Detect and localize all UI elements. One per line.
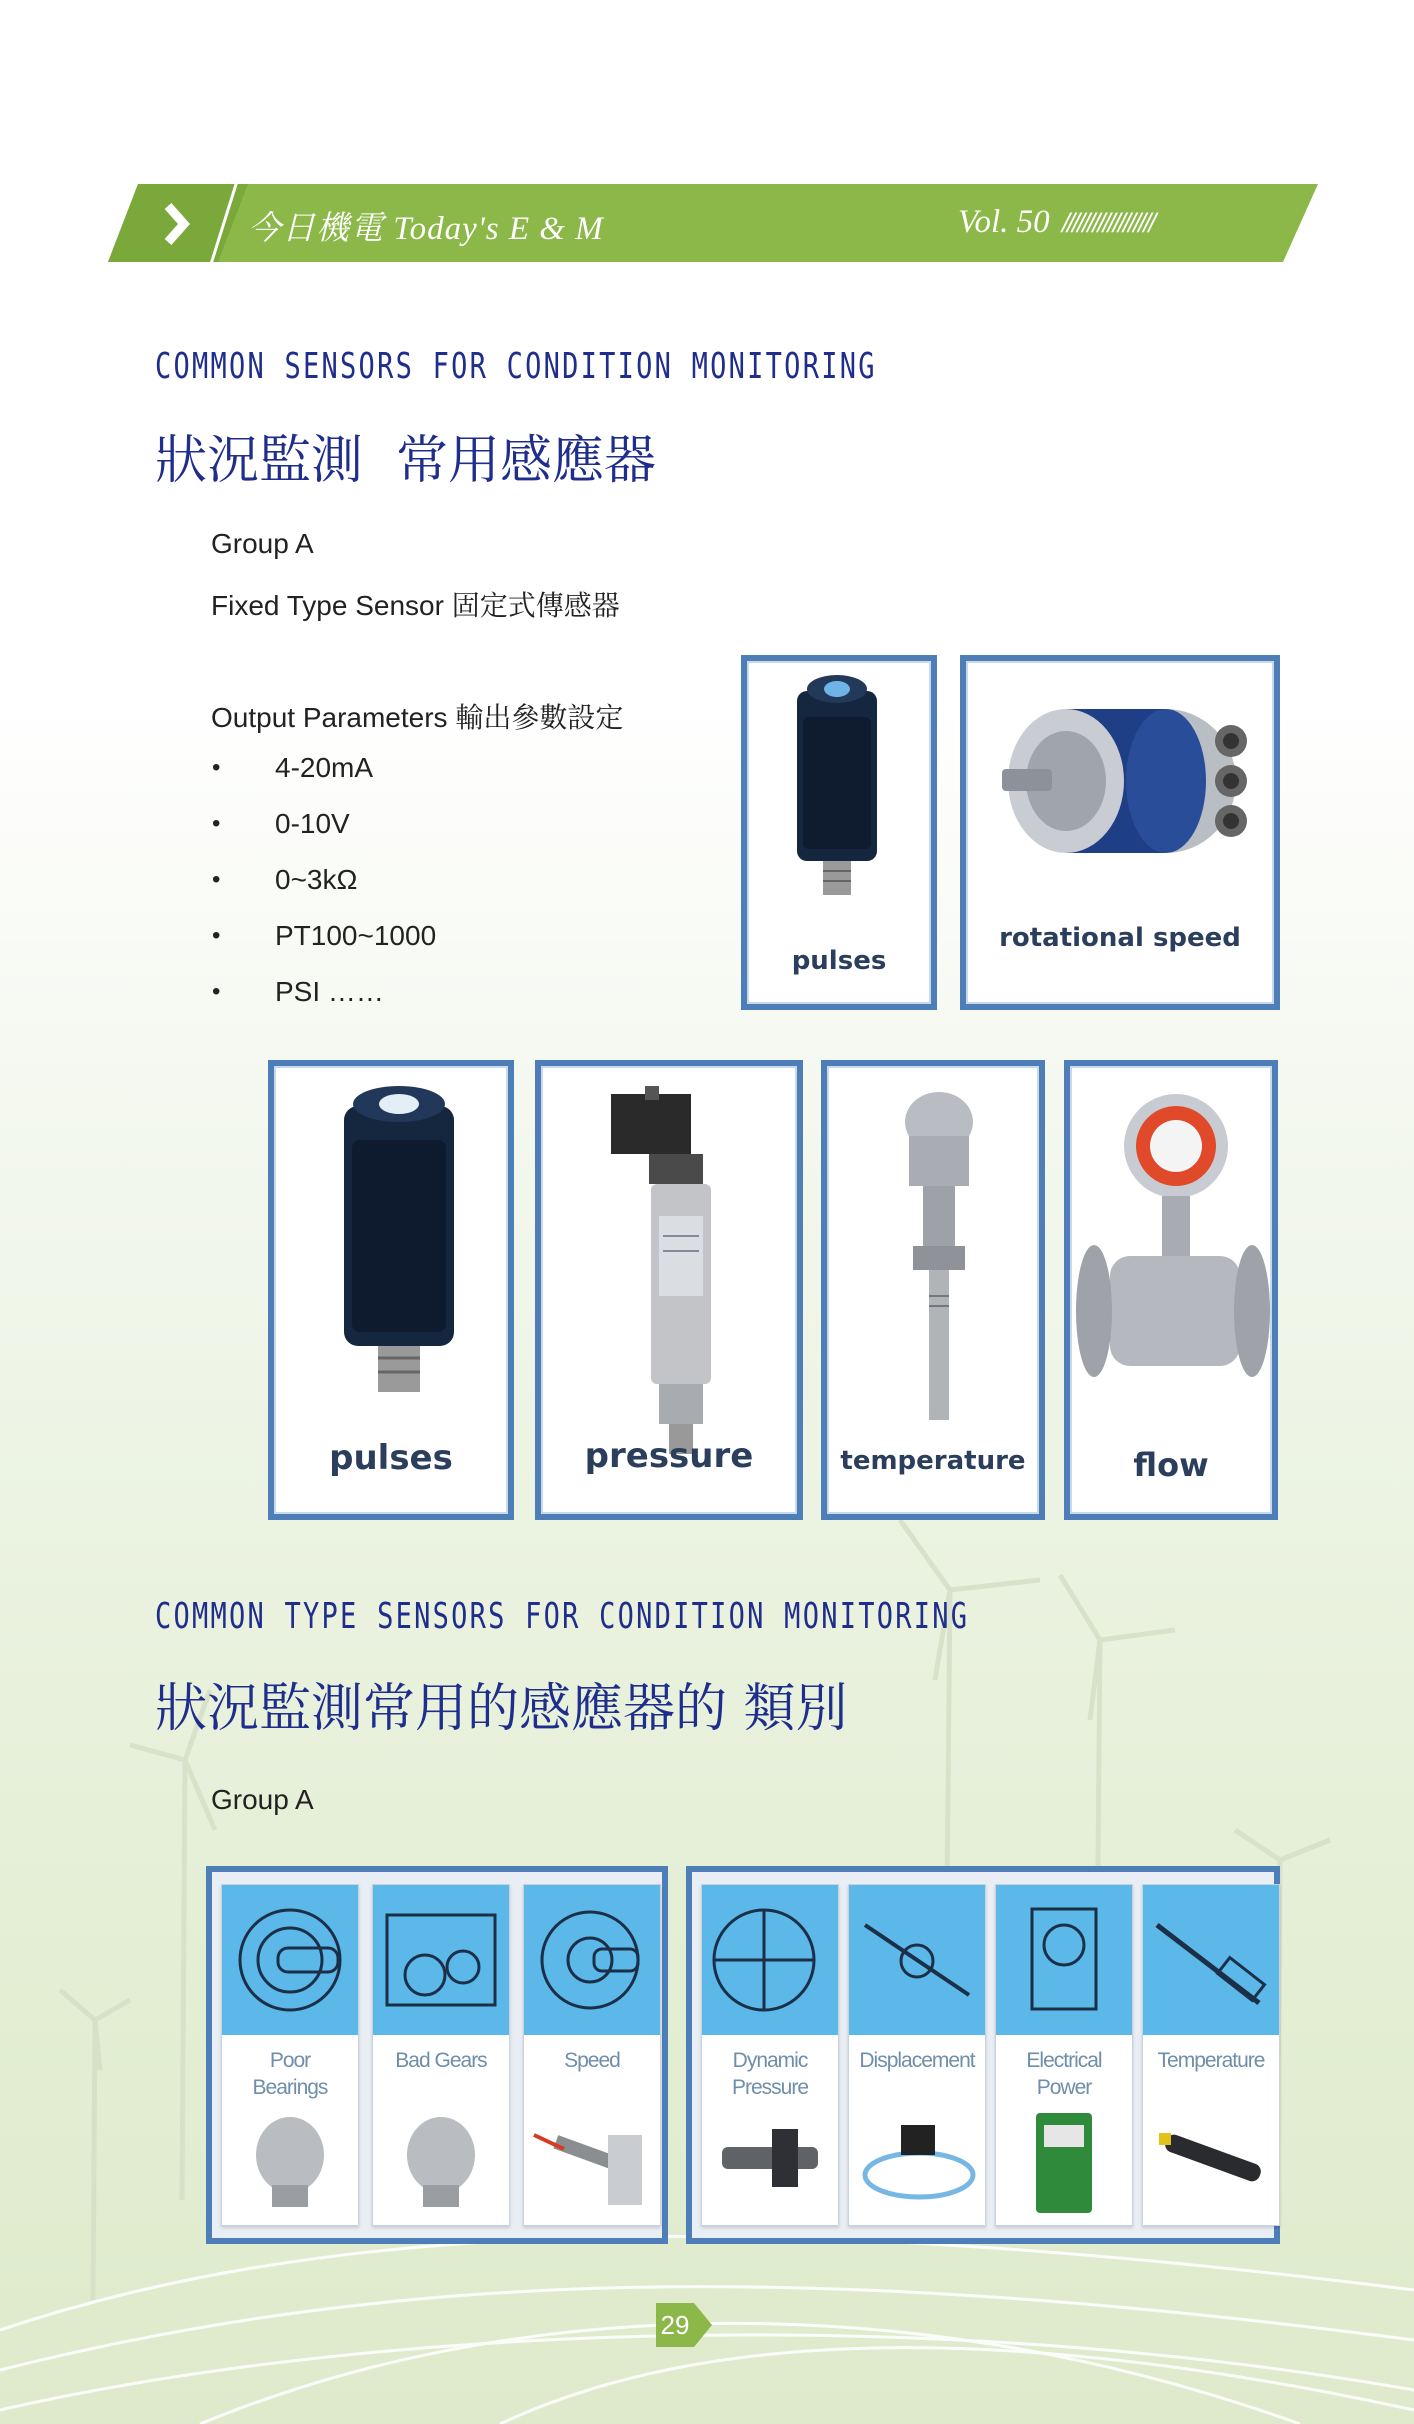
section2-title-en: COMMON TYPE SENSORS FOR CONDITION MONITORING	[155, 1596, 970, 1637]
bullet-symbol: •	[212, 810, 221, 837]
sensor-card	[221, 1884, 359, 2226]
page-number: 29	[656, 2303, 694, 2347]
photo-pulses-small	[741, 655, 937, 1010]
card-label: Temperature	[1157, 2049, 1265, 2072]
sensor-type: Fixed Type Sensor 固定式傳感器	[211, 590, 620, 621]
rtd-sensor-icon	[1143, 2105, 1279, 2220]
bullet-symbol: •	[212, 978, 221, 1005]
bearing-icon	[222, 1885, 358, 2035]
sensor-card	[848, 1884, 986, 2226]
sensor-card	[372, 1884, 510, 2226]
photo-label: rotational speed	[999, 923, 1241, 953]
power-transducer-icon	[996, 2105, 1132, 2220]
thermometer-probe-icon	[1143, 1885, 1279, 2035]
speed-wheel-icon	[524, 1885, 660, 2035]
photo-label: temperature	[840, 1446, 1026, 1476]
bullet-item: 0~3kΩ	[275, 864, 358, 895]
sensor-panel-vibration	[206, 1866, 668, 2244]
bullet-item: 0-10V	[275, 808, 350, 839]
page-number-arrow-icon	[694, 2303, 712, 2347]
photo-temperature	[821, 1060, 1045, 1520]
bullet-symbol: •	[212, 866, 221, 893]
sensor-card	[701, 1884, 839, 2226]
accelerometer-icon	[222, 2105, 358, 2220]
proximity-probe-icon	[849, 2105, 985, 2220]
bullet-item: 4-20mA	[275, 752, 374, 783]
banner-hash-marks: //////////////////	[1062, 208, 1154, 236]
photo-rotational-speed	[960, 655, 1280, 1010]
photo-label: flow	[1133, 1446, 1209, 1484]
output-parameters-heading: Output Parameters 輸出參數設定	[211, 702, 624, 733]
bullet-symbol: •	[212, 754, 221, 781]
displacement-probe-icon	[849, 1885, 985, 2035]
photo-label: pulses	[791, 946, 887, 976]
card-label: Bad Gears	[395, 2049, 487, 2072]
pressure-sensor-icon	[702, 2105, 838, 2220]
sensor-card	[523, 1884, 661, 2226]
section2-group: Group A	[211, 1784, 314, 1815]
sensor-card	[995, 1884, 1133, 2226]
card-label: Speed	[564, 2049, 620, 2072]
magazine-title: 今日機電 Today's E & M	[248, 211, 604, 247]
dynamic-pressure-icon	[702, 1885, 838, 2035]
speed-sensor-icon	[524, 2105, 660, 2220]
power-meter-icon	[996, 1885, 1132, 2035]
bullet-item: PT100~1000	[275, 920, 437, 951]
sensor-card	[1142, 1884, 1280, 2226]
volume-label: Vol. 50	[958, 204, 1050, 240]
accelerometer-icon	[373, 2105, 509, 2220]
bullet-symbol: •	[212, 922, 221, 949]
section1-title-en: COMMON SENSORS FOR CONDITION MONITORING	[155, 346, 877, 387]
card-label: Displacement	[859, 2049, 975, 2072]
card-label: Poor Bearings	[252, 2049, 328, 2099]
section1-group: Group A	[211, 528, 314, 559]
photo-label: pulses	[329, 1438, 453, 1478]
photo-pulses	[268, 1060, 514, 1520]
gears-icon	[373, 1885, 509, 2035]
photo-pressure	[535, 1060, 803, 1520]
photo-label: pressure	[584, 1436, 754, 1476]
card-label: Dynamic Pressure	[731, 2049, 809, 2099]
section1-title-zh: 狀況監測 常用感應器	[155, 431, 657, 491]
sensor-panel-process	[686, 1866, 1280, 2244]
bullet-item: PSI ……	[275, 976, 384, 1007]
card-label: Electrical Power	[1026, 2049, 1102, 2099]
photo-flow	[1064, 1060, 1278, 1520]
section2-title-zh: 狀況監測常用的感應器的 類別	[155, 1679, 848, 1739]
